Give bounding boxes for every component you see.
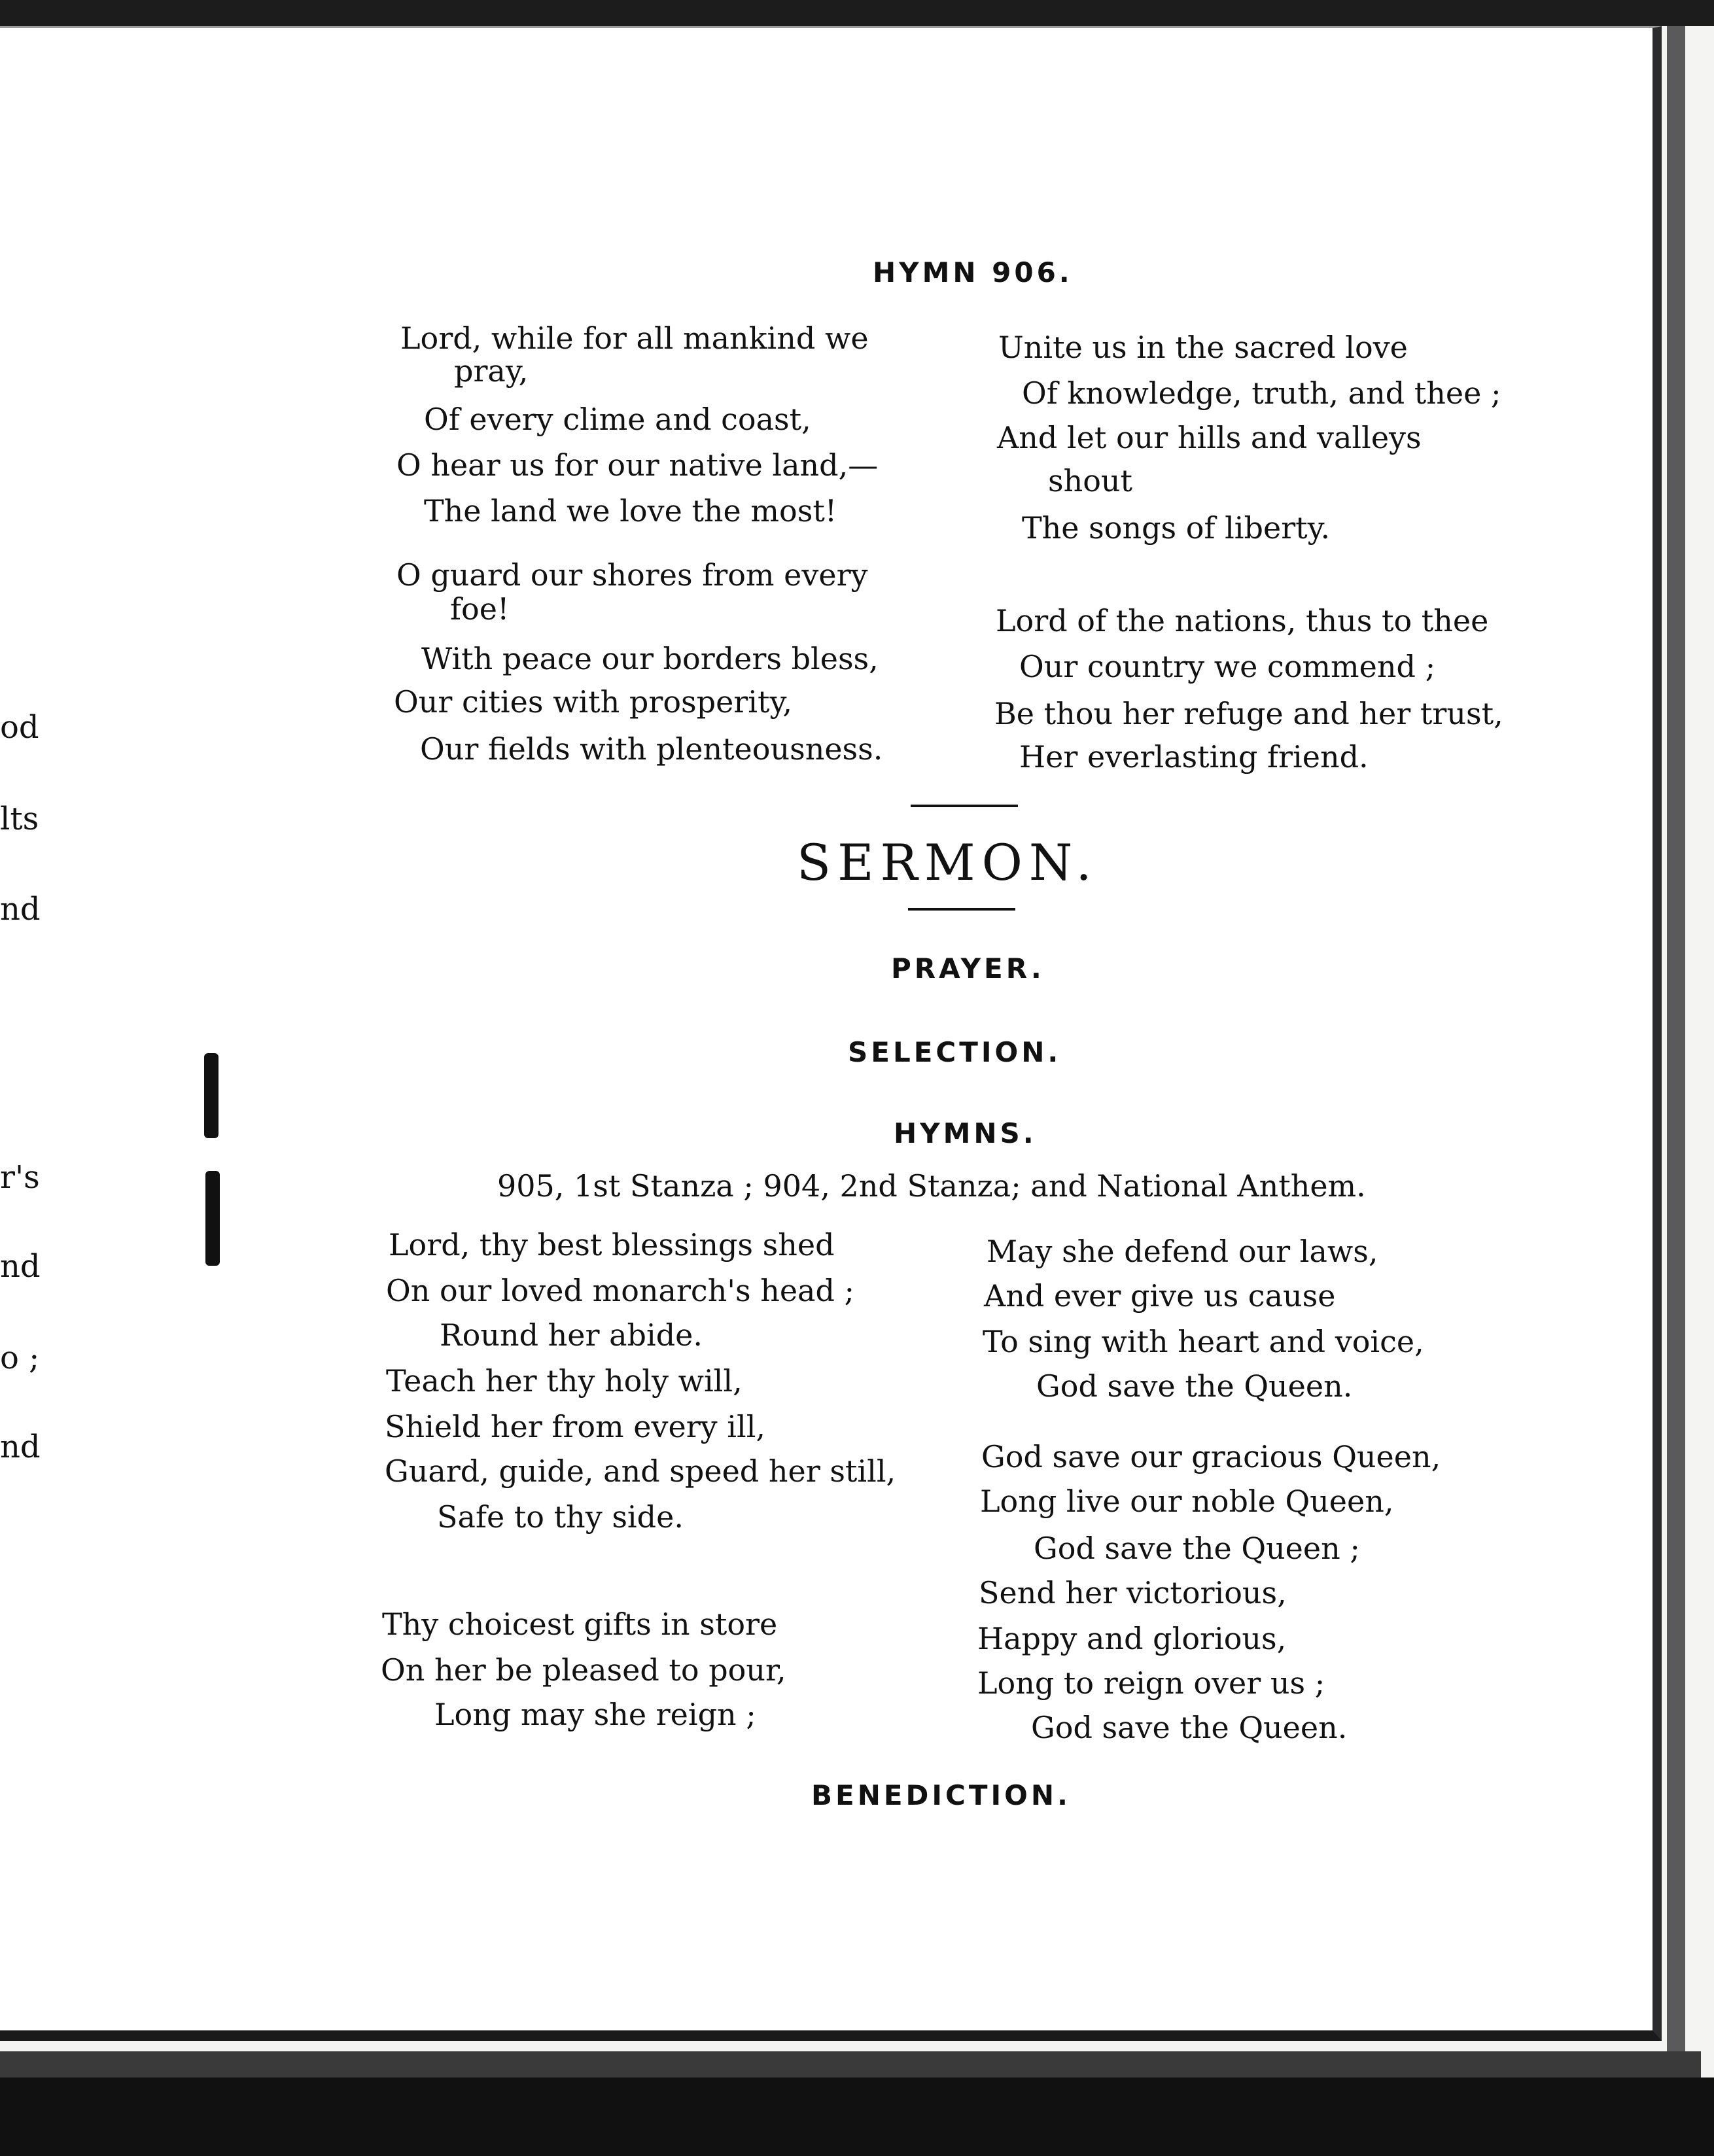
divider-rule: [908, 908, 1015, 911]
scan-top-border: [0, 0, 1714, 26]
prayer-heading: PRAYER.: [891, 952, 1045, 984]
page-edge-bottom: [0, 2051, 1701, 2078]
verse-line: O hear us for our native land,—: [396, 447, 879, 483]
verse-line: On her be pleased to pour,: [381, 1652, 786, 1688]
verse-line: Our fields with plenteousness.: [420, 731, 883, 767]
margin-fragment: r's: [0, 1159, 40, 1196]
verse-line: Send her victorious,: [979, 1575, 1287, 1610]
verse-line: Lord, thy best blessings shed: [389, 1227, 835, 1262]
divider-rule: [911, 805, 1018, 807]
hymns-heading: HYMNS.: [894, 1117, 1037, 1149]
verse-line: Safe to thy side.: [437, 1499, 684, 1535]
verse-line: God save the Queen.: [1031, 1710, 1348, 1745]
verse-line: Her everlasting friend.: [1019, 739, 1369, 774]
verse-line: Guard, guide, and speed her still,: [385, 1453, 896, 1489]
scan-bottom-border: [0, 2078, 1714, 2156]
verse-line: O guard our shores from every: [396, 557, 868, 593]
verse-line: Lord of the nations, thus to thee: [996, 603, 1489, 638]
verse-line: Happy and glorious,: [977, 1621, 1287, 1656]
verse-line: To sing with heart and voice,: [983, 1324, 1424, 1359]
verse-line: pray,: [454, 353, 529, 389]
verse-line: Long to reign over us ;: [977, 1665, 1325, 1701]
margin-fragment: nd: [0, 891, 41, 928]
verse-line: And ever give us cause: [984, 1278, 1336, 1313]
verse-line: Long live our noble Queen,: [980, 1484, 1394, 1519]
hymn-906-title: HYMN 906.: [873, 256, 1073, 288]
sermon-heading: SERMON.: [797, 833, 1098, 892]
margin-fragment: o ;: [0, 1340, 40, 1376]
verse-line: shout: [1048, 463, 1133, 498]
verse-line: Thy choicest gifts in store: [382, 1607, 778, 1642]
margin-fragment: od: [0, 709, 39, 746]
verse-line: Our cities with prosperity,: [394, 684, 792, 720]
verse-line: Round her abide.: [440, 1317, 703, 1353]
margin-fragment: nd: [0, 1429, 41, 1465]
verse-line: Long may she reign ;: [434, 1697, 756, 1732]
margin-fragment: nd: [0, 1248, 41, 1285]
verse-line: Unite us in the sacred love: [998, 330, 1408, 365]
binding-mark: [205, 1171, 220, 1266]
verse-line: The land we love the most!: [424, 493, 837, 529]
selection-heading: SELECTION.: [848, 1036, 1062, 1068]
verse-line: And let our hills and valleys: [997, 420, 1422, 455]
verse-line: Teach her thy holy will,: [386, 1363, 743, 1399]
margin-fragment: lts: [0, 801, 39, 837]
verse-line: Our country we commend ;: [1019, 649, 1436, 684]
verse-line: The songs of liberty.: [1022, 510, 1331, 546]
hymns-subtitle: 905, 1st Stanza ; 904, 2nd Stanza; and National Anthem.: [497, 1168, 1366, 1204]
verse-line: Be thou her refuge and her trust,: [994, 696, 1503, 731]
verse-line: foe!: [450, 591, 510, 627]
verse-line: Shield her from every ill,: [385, 1409, 766, 1444]
verse-line: Of every clime and coast,: [424, 402, 811, 437]
benediction-heading: BENEDICTION.: [811, 1779, 1071, 1811]
verse-line: On our loved monarch's head ;: [386, 1273, 855, 1308]
verse-line: With peace our borders bless,: [421, 641, 879, 676]
verse-line: God save the Queen.: [1036, 1368, 1353, 1404]
verse-line: May she defend our laws,: [987, 1234, 1378, 1269]
binding-mark: [204, 1053, 219, 1138]
verse-line: God save the Queen ;: [1034, 1531, 1360, 1566]
verse-line: God save our gracious Queen,: [981, 1439, 1441, 1474]
page-edge-right: [1667, 26, 1685, 2051]
verse-line: Lord, while for all mankind we: [400, 321, 869, 356]
verse-line: Of knowledge, truth, and thee ;: [1022, 375, 1501, 411]
